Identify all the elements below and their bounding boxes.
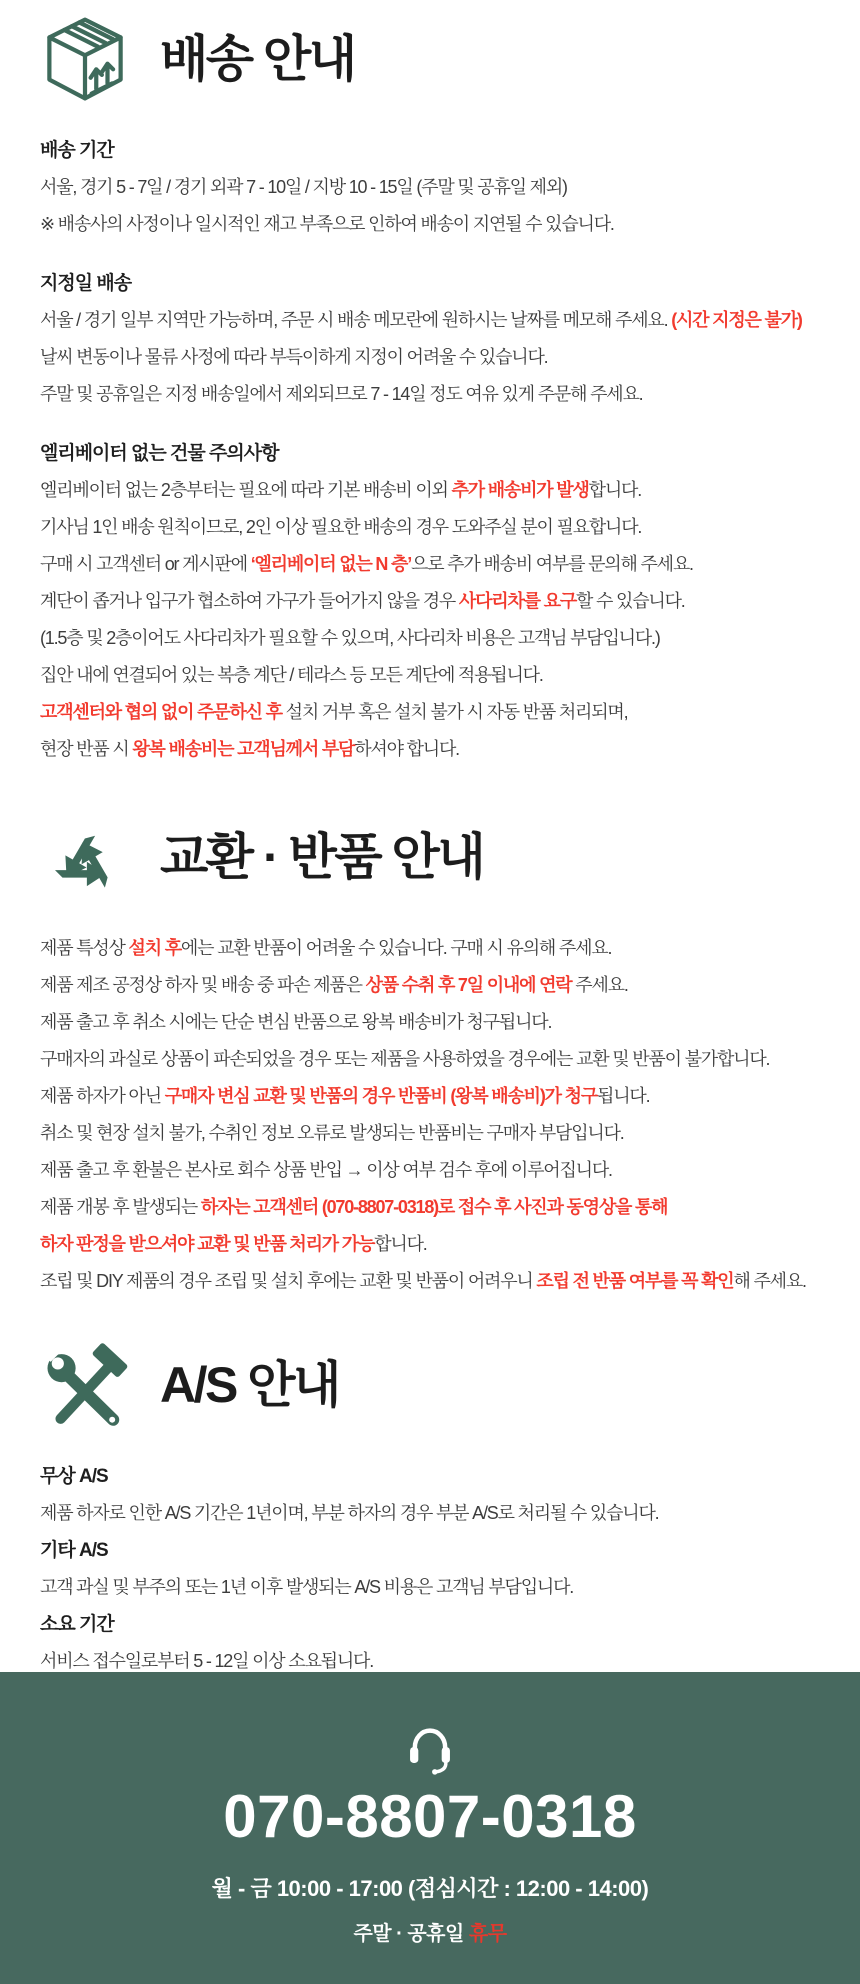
info-line	[40, 546, 820, 583]
recycle-icon	[40, 812, 130, 902]
exchange-lines	[40, 930, 820, 1300]
closed-days-text: 주말 · 공휴일	[353, 1923, 469, 1945]
contact-footer	[0, 1672, 860, 1984]
block-heading: 지정일 배송	[40, 273, 132, 294]
line-text: 계단이 좁거나 입구가 협소하여 가구가 들어가지 않을 경우	[40, 591, 459, 611]
line-text: 집안 내에 연결되어 있는 복층 계단 / 테라스 등 모든 계단에 적용됩니다.	[40, 665, 543, 685]
line-highlight: 하자는 고객센터 (070-8807-0318)로 접수 후 사진과 동영상을 통해	[200, 1197, 668, 1217]
line-highlight: 추가 배송비가 발생	[451, 480, 589, 500]
info-line	[40, 376, 820, 413]
exchange-title: 교환 · 반품 안내	[160, 828, 484, 885]
line-highlight: 조립 전 반품 여부를 꼭 확인	[536, 1271, 734, 1291]
line-text: 제품 특성상	[40, 938, 129, 958]
line-text: 구매 시 고객센터 or 게시판에	[40, 554, 251, 574]
closed-highlight: 휴무	[468, 1923, 507, 1945]
info-line	[40, 339, 820, 376]
info-line	[40, 1078, 820, 1115]
line-text: 제품 출고 후 취소 시에는 단순 변심 반품으로 왕복 배송비가 청구됩니다.	[40, 1012, 552, 1032]
info-line	[40, 694, 820, 731]
line-text: 하셔야 합니다.	[354, 739, 459, 759]
line-highlight: ‘엘리베이터 없는 N 층’	[250, 554, 411, 574]
phone-number: 070-8807-0318	[223, 1783, 637, 1850]
line-text: 에는 교환 반품이 어려울 수 있습니다. 구매 시 유의해 주세요.	[180, 938, 612, 958]
info-line	[40, 1189, 820, 1226]
line-text: 제품 출고 후 환불은 본사로 회수 상품 반입 → 이상 여부 검수 후에 이루어집니다.	[40, 1160, 612, 1180]
line-text: 됩니다.	[597, 1086, 650, 1106]
line-text: 서비스 접수일로부터 5 - 12일 이상 소요됩니다.	[40, 1651, 374, 1671]
line-highlight: 상품 수취 후 7일 이내에 연락	[365, 975, 572, 995]
info-line	[40, 509, 820, 546]
line-text: ※ 배송사의 사정이나 일시적인 재고 부족으로 인하여 배송이 지연될 수 있습니다.	[40, 214, 614, 234]
shipping-block-designated-day	[40, 265, 820, 413]
info-line	[40, 583, 820, 620]
info-line	[40, 169, 820, 206]
line-text: 주세요.	[571, 975, 628, 995]
info-line	[40, 1152, 820, 1189]
exchange-header	[40, 812, 820, 902]
line-text: 취소 및 현장 설치 불가, 수취인 정보 오류로 발생되는 반품비는 구매자 부담입니다.	[40, 1123, 624, 1143]
section-exchange-return	[40, 812, 820, 1300]
info-line	[40, 1004, 820, 1041]
line-highlight: 사다리차를 요구	[458, 591, 577, 611]
section-shipping	[40, 14, 820, 768]
line-text: 주말 및 공휴일은 지정 배송일에서 제외되므로 7 - 14일 정도 여유 있게 주문해 주세요.	[40, 384, 643, 404]
info-line	[40, 1643, 820, 1672]
line-text: 제품 개봉 후 발생되는	[40, 1197, 201, 1217]
block-heading: 배송 기간	[40, 140, 114, 161]
as-header	[40, 1340, 820, 1430]
line-text: (1.5층 및 2층이어도 사다리차가 필요할 수 있으며, 사다리차 비용은 고객님 부담입니다.)	[40, 628, 660, 648]
line-text: 설치 거부 혹은 설치 불가 시 자동 반품 처리되며,	[285, 702, 628, 722]
package-box-icon	[40, 14, 130, 104]
line-text: 해 주세요.	[733, 1271, 806, 1291]
info-line	[40, 620, 820, 657]
block-heading: 무상 A/S	[40, 1466, 108, 1487]
info-line	[40, 206, 820, 243]
as-title: A/S 안내	[160, 1356, 339, 1413]
closed-days	[353, 1917, 506, 1946]
info-line	[40, 657, 820, 694]
line-text: 제품 하자로 인한 A/S 기간은 1년이며, 부분 하자의 경우 부분 A/S로 처리될 수 있습니다.	[40, 1503, 659, 1523]
shipping-header	[40, 14, 820, 104]
as-block-free	[40, 1458, 820, 1532]
business-hours: 월 - 금 10:00 - 17:00 (점심시간 : 12:00 - 14:00)	[211, 1876, 649, 1901]
info-line	[40, 930, 820, 967]
line-text: 구매자의 과실로 상품이 파손되었을 경우 또는 제품을 사용하였을 경우에는 교환 및 반품이 불가합니다.	[40, 1049, 770, 1069]
line-text: 고객 과실 및 부주의 또는 1년 이후 발생되는 A/S 비용은 고객님 부담입니다.	[40, 1577, 574, 1597]
info-line	[40, 1263, 820, 1300]
block-heading: 기타 A/S	[40, 1540, 108, 1561]
line-text: 조립 및 DIY 제품의 경우 조립 및 설치 후에는 교환 및 반품이 어려우니	[40, 1271, 537, 1291]
line-text: 할 수 있습니다.	[576, 591, 685, 611]
info-line	[40, 967, 820, 1004]
info-line	[40, 1115, 820, 1152]
headset-icon	[397, 1710, 463, 1776]
line-text: 제품 하자가 아닌	[40, 1086, 165, 1106]
line-text: 제품 제조 공정상 하자 및 배송 중 파손 제품은	[40, 975, 366, 995]
line-text: 날씨 변동이나 물류 사정에 따라 부득이하게 지정이 어려울 수 있습니다.	[40, 347, 548, 367]
line-text: 서울 / 경기 일부 지역만 가능하며, 주문 시 배송 메모란에 원하시는 날짜를 메모해 주세요.	[40, 310, 672, 330]
info-line	[40, 1226, 820, 1263]
line-highlight: 고객센터와 협의 없이 주문하신 후	[40, 702, 286, 722]
line-text: 서울, 경기 5 - 7일 / 경기 외곽 7 - 10일 / 지방 10 - 15일 (주말 및 공휴일 제외)	[40, 177, 567, 197]
block-heading: 소요 기간	[40, 1614, 114, 1635]
line-text: 으로 추가 배송비 여부를 문의해 주세요.	[411, 554, 693, 574]
info-line	[40, 731, 820, 768]
tools-icon	[40, 1340, 130, 1430]
info-line	[40, 1041, 820, 1078]
line-text: 엘리베이터 없는 2층부터는 필요에 따라 기본 배송비 이외	[40, 480, 452, 500]
line-text: 현장 반품 시	[40, 739, 133, 759]
info-line	[40, 1495, 820, 1532]
block-heading: 엘리베이터 없는 건물 주의사항	[40, 443, 279, 464]
line-text: 합니다.	[588, 480, 642, 500]
info-line	[40, 1569, 820, 1606]
as-block-other	[40, 1532, 820, 1606]
shipping-block-period	[40, 132, 820, 243]
line-text: 합니다.	[374, 1234, 427, 1254]
shipping-block-no-elevator	[40, 435, 820, 768]
line-highlight: 하자 판정을 받으셔야 교환 및 반품 처리가 가능	[40, 1234, 375, 1254]
info-line	[40, 302, 820, 339]
info-line	[40, 472, 820, 509]
line-highlight: 왕복 배송비는 고객님께서 부담	[132, 739, 355, 759]
line-highlight: (시간 지정은 불가)	[671, 310, 802, 330]
shipping-title: 배송 안내	[160, 30, 355, 87]
line-highlight: 구매자 변심 교환 및 반품의 경우 반품비 (왕복 배송비)가 청구	[164, 1086, 598, 1106]
line-text: 기사님 1인 배송 원칙이므로, 2인 이상 필요한 배송의 경우 도와주실 분이 필요합니다.	[40, 517, 642, 537]
as-block-duration	[40, 1606, 820, 1672]
section-after-service	[40, 1340, 820, 1672]
line-highlight: 설치 후	[128, 938, 181, 958]
